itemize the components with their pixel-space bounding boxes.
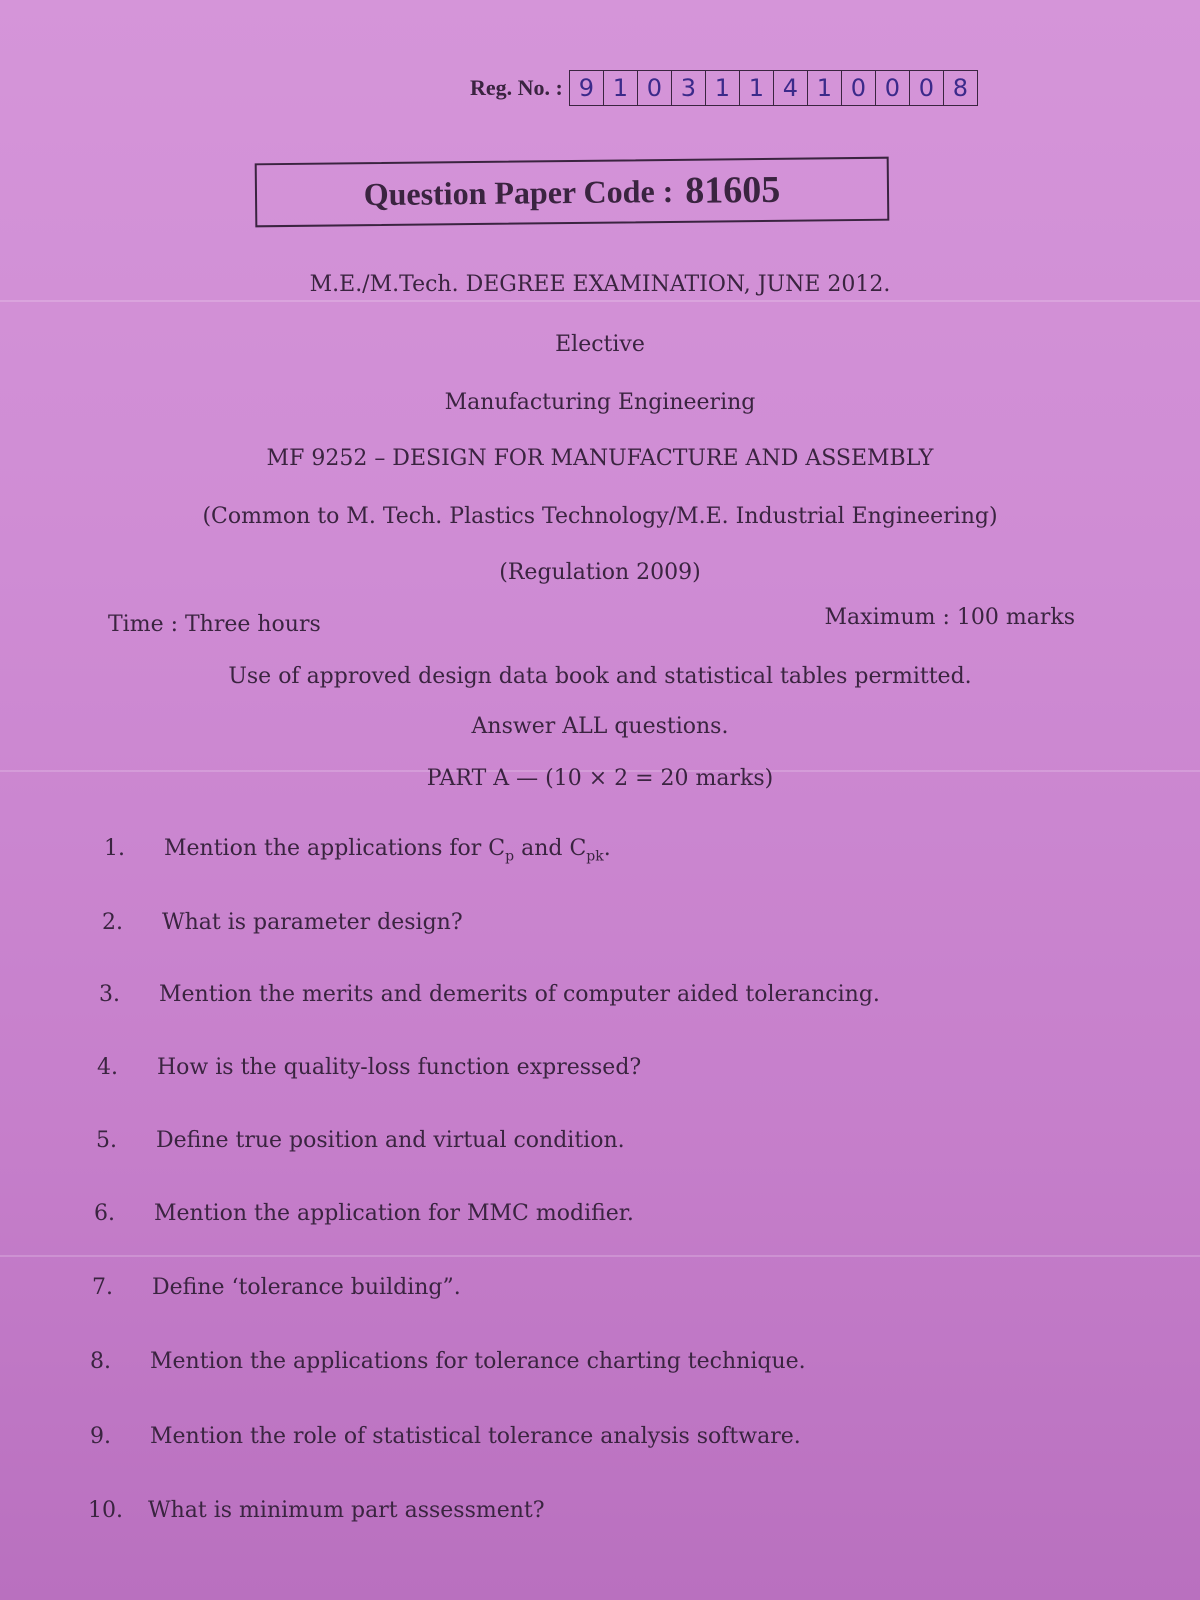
question-item: [92, 1275, 1142, 1300]
reg-digit: 0: [910, 71, 944, 105]
reg-digit: 8: [952, 74, 969, 102]
question-text: Define ‘tolerance building”.: [152, 1275, 461, 1300]
reg-digit: 3: [672, 71, 706, 105]
reg-no-label: Reg. No. :: [470, 75, 563, 100]
exam-max-marks: Maximum : 100 marks: [824, 605, 1075, 630]
question-number: 2.: [102, 910, 123, 935]
question-text: How is the quality-loss function expressed?: [157, 1055, 642, 1080]
question-paper-code: 81605: [685, 168, 781, 212]
reg-digit: 1: [604, 71, 638, 105]
question-number: 9.: [90, 1424, 111, 1449]
exam-category: Elective: [555, 332, 645, 357]
question-paper-code-box: [255, 157, 890, 228]
reg-no-boxes: [569, 70, 978, 106]
question-text: Define true position and virtual condition.: [156, 1128, 625, 1153]
reg-digit: 0: [638, 71, 672, 105]
question-number: 5.: [96, 1128, 117, 1153]
exam-instructions: Use of approved design data book and statistical tables permitted.: [228, 664, 972, 689]
question-item: [102, 910, 1152, 935]
question-text: Mention the application for MMC modifier.: [154, 1201, 634, 1226]
reg-digit: 1: [706, 71, 740, 105]
question-text-part: and C: [514, 836, 587, 861]
question-item: [97, 1055, 1147, 1080]
answer-all: Answer ALL questions.: [471, 714, 729, 739]
exam-subject: MF 9252 – DESIGN FOR MANUFACTURE AND ASSEMBLY: [266, 446, 934, 471]
question-item: [99, 982, 1149, 1007]
question-item: [90, 1349, 1140, 1374]
question-number: 8.: [90, 1349, 111, 1374]
reg-digit: 4: [774, 71, 808, 105]
subscript: p: [505, 848, 515, 865]
exam-regulation: (Regulation 2009): [499, 560, 701, 585]
question-number: 7.: [92, 1275, 113, 1300]
exam-branch: Manufacturing Engineering: [444, 390, 756, 415]
subscript: pk: [586, 848, 604, 865]
question-number: 6.: [94, 1201, 115, 1226]
reg-digit: 1: [808, 71, 842, 105]
question-item: [96, 1128, 1146, 1153]
question-number: 4.: [97, 1055, 118, 1080]
exam-time: Time : Three hours: [108, 612, 321, 637]
question-item: [88, 1498, 1138, 1523]
reg-no: [470, 70, 978, 106]
reg-digit: 0: [876, 71, 910, 105]
question-item: [94, 1201, 1144, 1226]
question-item: [90, 1424, 1140, 1449]
question-text: What is minimum part assessment?: [148, 1498, 545, 1523]
question-text: What is parameter design?: [162, 910, 463, 935]
question-number: 1.: [104, 836, 125, 861]
reg-digit: 9: [570, 71, 604, 105]
exam-common-to: (Common to M. Tech. Plastics Technology/M.E. Industrial Engineering): [202, 504, 998, 529]
paper-fold: [0, 300, 1200, 302]
question-text: [164, 836, 1154, 864]
question-number: 10.: [88, 1498, 123, 1523]
reg-digit: 0: [842, 71, 876, 105]
question-text: Mention the applications for tolerance charting technique.: [150, 1349, 806, 1374]
question-text: Mention the merits and demerits of computer aided tolerancing.: [159, 982, 880, 1007]
question-number: 3.: [99, 982, 120, 1007]
question-paper-code-label: Question Paper Code :: [363, 172, 674, 212]
question-text-part: .: [603, 836, 611, 861]
reg-digit: 1: [740, 71, 774, 105]
question-text-part: Mention the applications for C: [164, 836, 506, 861]
exam-title: M.E./M.Tech. DEGREE EXAMINATION, JUNE 2012.: [309, 272, 891, 297]
part-a-heading: PART A — (10 × 2 = 20 marks): [426, 766, 774, 791]
paper-fold: [0, 1255, 1200, 1257]
question-text: Mention the role of statistical tolerance analysis software.: [150, 1424, 801, 1449]
question-item: [104, 836, 1154, 864]
